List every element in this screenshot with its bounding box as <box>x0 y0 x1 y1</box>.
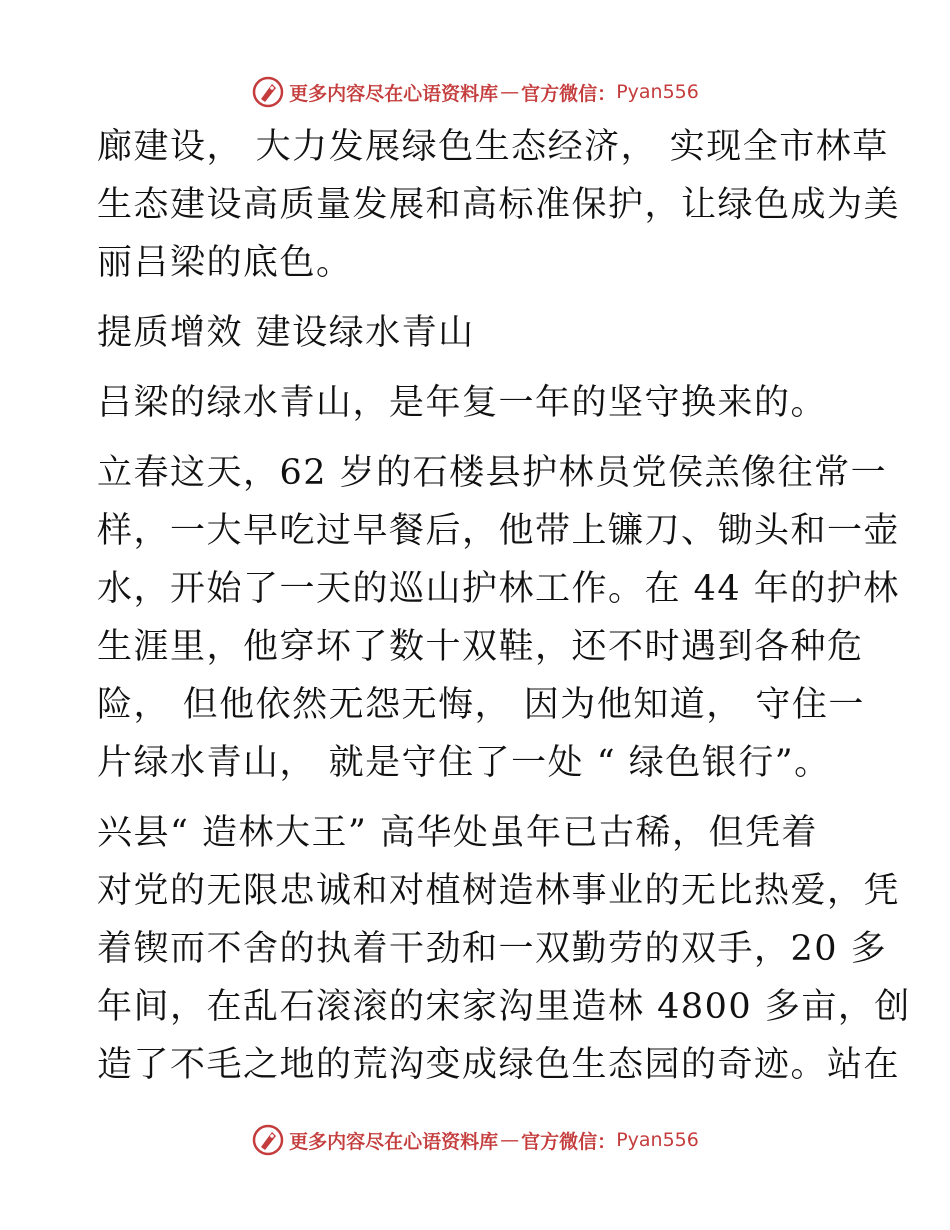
watermark-dash: — <box>500 81 520 103</box>
heading-line: 提质增效 建设绿水青山 <box>97 313 475 353</box>
watermark-dash: — <box>500 1129 520 1151</box>
paragraph <box>97 374 857 432</box>
watermark-wechat-id: Pyan556 <box>616 1129 699 1151</box>
text-line: 立春这天，62 岁的石楼县护林员党侯羔像往常一 <box>97 453 888 493</box>
footer-watermark <box>0 1120 950 1160</box>
watermark-wechat-label: 官方微信： <box>521 82 617 105</box>
document-body <box>97 118 911 1094</box>
watermark-wechat-label: 官方微信： <box>521 1130 617 1153</box>
text-line: 兴县“ 造林大王” 高华处虽年已古稀，但凭着 <box>97 813 819 853</box>
text-line: 廊建设， 大力发展绿色生态经济， 实现全市林草 <box>97 127 889 167</box>
text-line: 吕梁的绿水青山，是年复一年的坚守换来的。 <box>97 383 828 423</box>
paragraph <box>97 444 901 792</box>
text-line: 造了不毛之地的荒沟变成绿色生态园的奇迹。站在 <box>97 1045 901 1085</box>
text-line: 险， 但他依然无怨无悔， 因为他知道， 守住一 <box>97 685 865 725</box>
pen-nib-logo-icon <box>251 75 285 109</box>
text-line: 生态建设高质量发展和高标准保护，让绿色成为美 <box>97 185 901 225</box>
pen-nib-logo-icon <box>251 1123 285 1157</box>
paragraph <box>97 118 901 292</box>
watermark-text: 更多内容尽在心语资料库 <box>289 1130 499 1153</box>
section-heading <box>97 304 857 362</box>
header-watermark <box>0 72 950 112</box>
paragraph <box>97 804 911 1094</box>
text-line: 水，开始了一天的巡山护林工作。在 44 年的护林 <box>97 569 900 609</box>
watermark-wechat-id: Pyan556 <box>616 81 699 103</box>
text-line: 生涯里，他穿坏了数十双鞋，还不时遇到各种危 <box>97 627 864 667</box>
text-line: 对党的无限忠诚和对植树造林事业的无比热爱，凭 <box>97 871 901 911</box>
text-line: 片绿水青山， 就是守住了一处 “ 绿色银行”。 <box>97 743 831 783</box>
text-line: 样，一大早吃过早餐后，他带上镰刀、锄头和一壶 <box>97 511 901 551</box>
watermark-text: 更多内容尽在心语资料库 <box>289 82 499 105</box>
text-line: 丽吕梁的底色。 <box>97 243 353 283</box>
text-line: 着锲而不舍的执着干劲和一双勤劳的双手，20 多 <box>97 929 888 969</box>
text-line: 年间，在乱石滚滚的宋家沟里造林 4800 多亩，创 <box>97 987 911 1027</box>
